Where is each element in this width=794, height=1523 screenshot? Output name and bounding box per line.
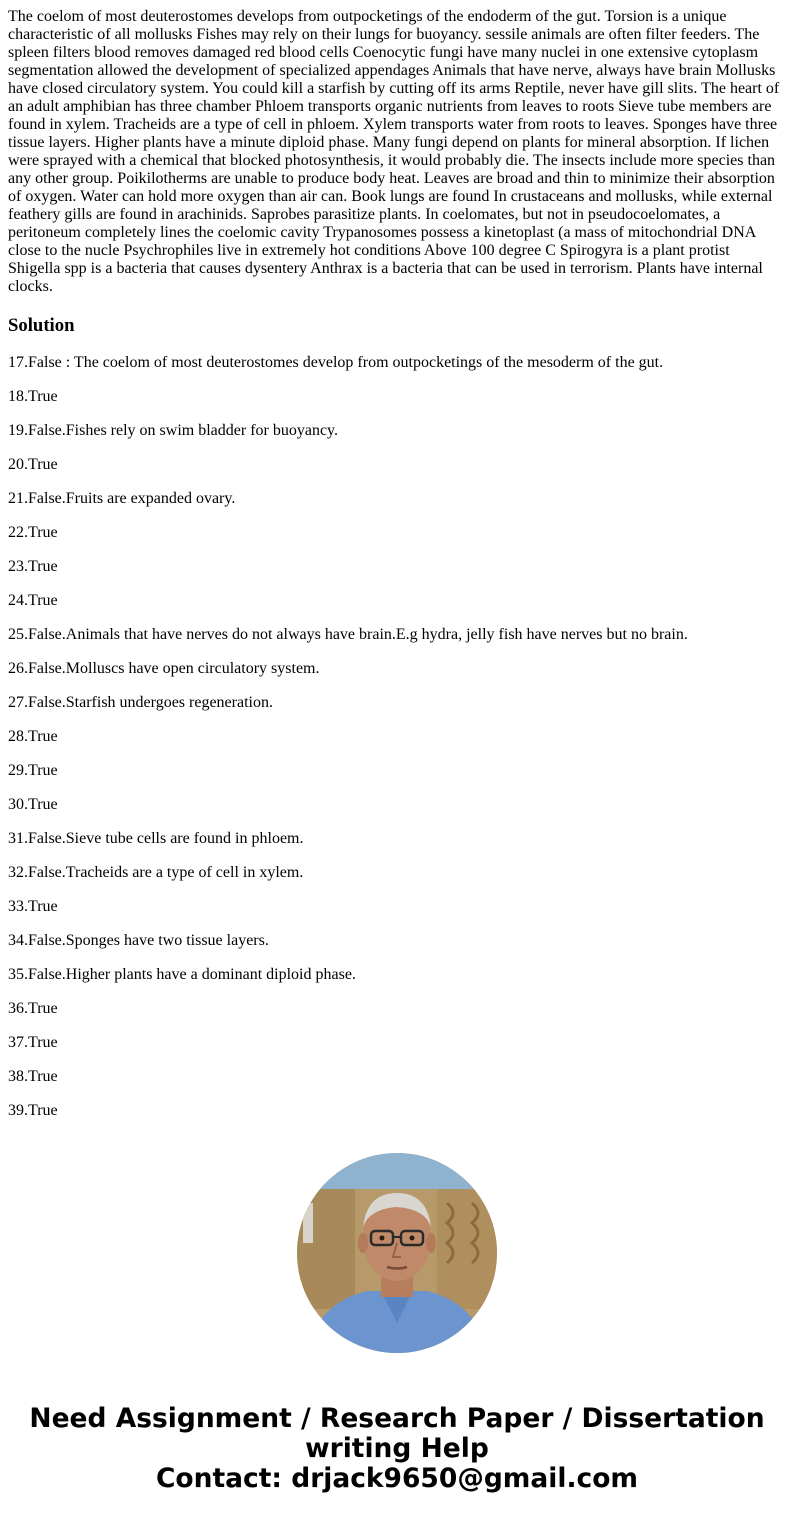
author-avatar xyxy=(297,1153,497,1353)
answer-item: 17.False : The coelom of most deuterostomes develop from outpocketings of the mesoderm of the gut. xyxy=(8,354,664,371)
promo-banner xyxy=(0,1404,794,1494)
answer-item: 38.True xyxy=(8,1068,58,1085)
answer-item: 39.True xyxy=(8,1102,58,1119)
answer-item: 21.False.Fruits are expanded ovary. xyxy=(8,490,236,507)
answer-item: 37.True xyxy=(8,1034,58,1051)
answer-list xyxy=(8,354,784,1136)
answer-item: 20.True xyxy=(8,456,58,473)
answer-item: 19.False.Fishes rely on swim bladder for buoyancy. xyxy=(8,422,339,439)
answer-item: 25.False.Animals that have nerves do not always have brain.E.g hydra, jelly fish have nerves but no brain. xyxy=(8,626,688,643)
question-text: The coelom of most deuterostomes develops from outpocketings of the endoderm of the gut. Torsion is a unique characteristic of all mollusks Fishes may rely on their lungs for buoyancy. sessile animals are often filter feeders. The spleen filters blood removes damaged red blood cells Coenocytic fungi have many nuclei in one extensive cytoplasm segmentation allowed the development of specialized appendages Animals that have nerve, always have brain Mollusks have closed circulatory system. You could kill a starfish by cutting off its arms Reptile, never have gill slits. The heart of an adult amphibian has three chamber Phloem transports organic nutrients from leaves to roots Sieve tube members are found in xylem. Tracheids are a type of cell in phloem. Xylem transports water from roots to leaves. Sponges have three tissue layers. Higher plants have a minute diploid phase. Many fungi depend on plants for mineral absorption. If lichen were sprayed with a chemical that blocked photosynthesis, it would probably die. The insects include more species than any other group. Poikilotherms are unable to produce body heat. Leaves are broad and thin to minimize their absorption of oxygen. Water can hold more oxygen than air can. Book lungs are found In crustaceans and mollusks, while external feathery gills are found in arachinids. Saprobes parasitize plants. In coelomates, but not in pseudocoelomates, a peritoneum completely lines the coelomic cavity Trypanosomes possess a kinetoplast (a mass of mitochondrial DNA close to the nucle Psychrophiles live in extremely hot conditions Above 100 degree C Spirogyra is a plant protist Shigella spp is a bacteria that causes dysentery Anthrax is a bacteria that can be used in terrorism. Plants have internal clocks. xyxy=(8,8,780,295)
answer-item: 28.True xyxy=(8,728,58,745)
answer-item: 18.True xyxy=(8,388,58,405)
answer-item: 32.False.Tracheids are a type of cell in xylem. xyxy=(8,864,304,881)
answer-item: 35.False.Higher plants have a dominant diploid phase. xyxy=(8,966,356,983)
promo-contact: Contact: drjack9650@gmail.com xyxy=(155,1463,639,1494)
promo-line-1: Need Assignment / Research Paper / Dissertation xyxy=(29,1403,765,1434)
answer-item: 29.True xyxy=(8,762,58,779)
answer-item: 33.True xyxy=(8,898,58,915)
answer-item: 23.True xyxy=(8,558,58,575)
promo-line-2: writing Help xyxy=(305,1433,489,1464)
answer-item: 22.True xyxy=(8,524,58,541)
answer-item: 27.False.Starfish undergoes regeneration. xyxy=(8,694,273,711)
answer-item: 34.False.Sponges have two tissue layers. xyxy=(8,932,269,949)
author-portrait-icon xyxy=(297,1153,497,1353)
answer-item: 24.True xyxy=(8,592,58,609)
answer-item: 30.True xyxy=(8,796,58,813)
solution-heading: Solution xyxy=(8,315,75,336)
answer-item: 26.False.Molluscs have open circulatory system. xyxy=(8,660,320,677)
answer-item: 31.False.Sieve tube cells are found in phloem. xyxy=(8,830,304,847)
answer-item: 36.True xyxy=(8,1000,58,1017)
